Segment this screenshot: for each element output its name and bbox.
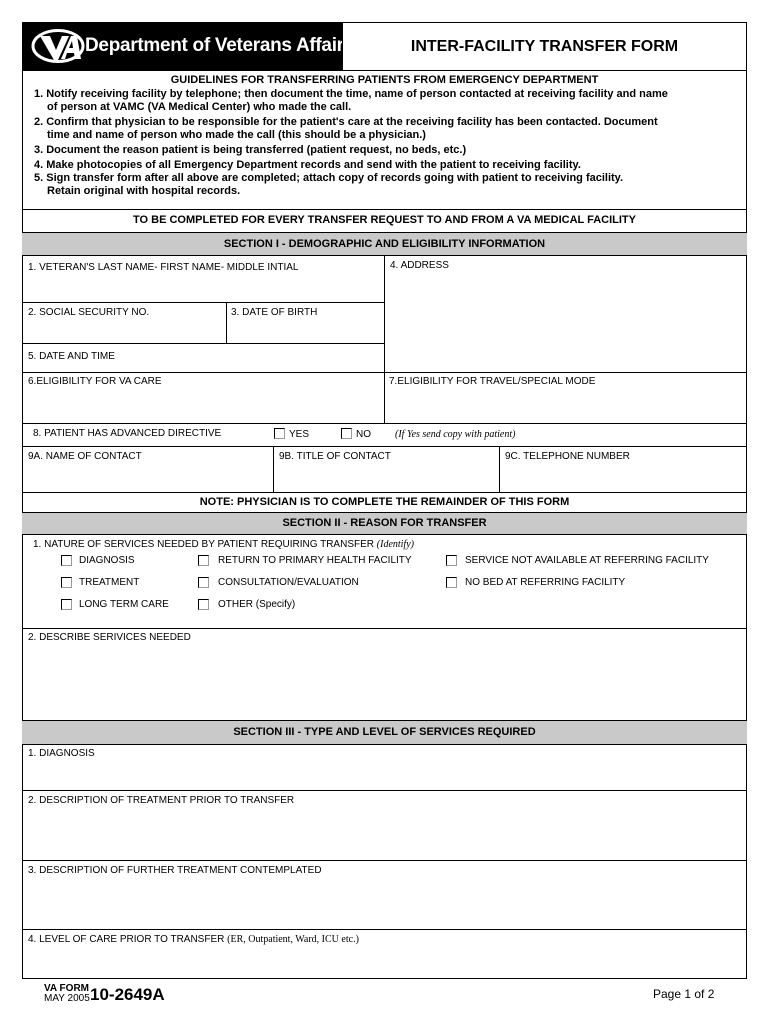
level-of-care-note: (ER, Outpatient, Ward, ICU etc.) bbox=[227, 934, 359, 945]
diagnosis-field[interactable] bbox=[23, 745, 746, 790]
va-care-eligibility-field[interactable] bbox=[23, 373, 384, 423]
date-time-label: 5. DATE AND TIME bbox=[28, 351, 115, 362]
level-of-care-question bbox=[28, 934, 359, 945]
diagnosis-label: DIAGNOSIS bbox=[79, 555, 135, 566]
transfer-banner: TO BE COMPLETED FOR EVERY TRANSFER REQUEST TO AND FROM A VA MEDICAL FACILITY bbox=[133, 214, 636, 226]
advanced-directive-no-label: NO bbox=[356, 429, 371, 440]
advanced-directive-no-checkbox[interactable] bbox=[341, 428, 352, 439]
advanced-directive-note: (If Yes send copy with patient) bbox=[395, 429, 516, 440]
guideline-line: time and name of person who made the call (this should be a physician.) bbox=[47, 129, 426, 141]
service-not-available-checkbox[interactable] bbox=[446, 555, 457, 566]
level-of-care-field[interactable] bbox=[23, 930, 746, 978]
section-3-header: SECTION III - TYPE AND LEVEL OF SERVICES REQUIRED bbox=[22, 720, 747, 745]
travel-eligibility-field[interactable] bbox=[385, 373, 746, 423]
consultation-label: CONSULTATION/EVALUATION bbox=[218, 577, 359, 588]
no-bed-checkbox[interactable] bbox=[446, 577, 457, 588]
further-treatment-field[interactable] bbox=[23, 861, 746, 929]
page-number: Page 1 of 2 bbox=[653, 987, 715, 1001]
guideline-line: 2. Confirm that physician to be responsible for the patient's care at the receiving facility has been contacted. Document bbox=[34, 116, 658, 128]
treatment-checkbox[interactable] bbox=[61, 577, 72, 588]
va-header-banner bbox=[23, 23, 355, 70]
section-1-header: SECTION I - DEMOGRAPHIC AND ELIGIBILITY INFORMATION bbox=[22, 232, 747, 256]
contact-phone-label: 9C. TELEPHONE NUMBER bbox=[505, 451, 630, 462]
divider bbox=[22, 209, 747, 210]
further-treatment-label: 3. DESCRIPTION OF FURTHER TREATMENT CONTEMPLATED bbox=[28, 865, 322, 876]
advanced-directive-yes-checkbox[interactable] bbox=[274, 428, 285, 439]
dob-field[interactable] bbox=[227, 303, 384, 343]
guidelines-title: GUIDELINES FOR TRANSFERRING PATIENTS FROM EMERGENCY DEPARTMENT bbox=[170, 74, 599, 86]
form-number: 10-2649A bbox=[90, 985, 165, 1004]
section-2-header: SECTION II - REASON FOR TRANSFER bbox=[22, 512, 747, 535]
divider bbox=[22, 70, 747, 71]
guidelines-list bbox=[34, 88, 668, 198]
level-of-care-label: 4. LEVEL OF CARE PRIOR TO TRANSFER bbox=[28, 934, 225, 945]
consultation-checkbox[interactable] bbox=[198, 577, 209, 588]
other-label: OTHER (Specify) bbox=[218, 599, 296, 610]
contact-phone-field[interactable] bbox=[500, 447, 746, 492]
describe-services-label: 2. DESCRIBE SERIVICES NEEDED bbox=[28, 632, 191, 643]
service-not-available-label: SERVICE NOT AVAILABLE AT REFERRING FACILITY bbox=[465, 555, 709, 566]
form-date: MAY 2005 bbox=[44, 993, 90, 1004]
date-time-field[interactable] bbox=[23, 344, 384, 372]
form-title: INTER-FACILITY TRANSFER FORM bbox=[410, 37, 679, 55]
other-checkbox[interactable] bbox=[198, 599, 209, 610]
address-field[interactable] bbox=[385, 257, 746, 372]
va-form-label bbox=[44, 984, 90, 1004]
va-care-eligibility-label: 6.ELIGIBILITY FOR VA CARE bbox=[28, 376, 162, 387]
long-term-care-checkbox[interactable] bbox=[61, 599, 72, 610]
long-term-care-label: LONG TERM CARE bbox=[79, 599, 169, 610]
diagnosis-field-label: 1. DIAGNOSIS bbox=[28, 748, 95, 759]
veteran-name-field[interactable] bbox=[23, 257, 384, 302]
guideline-line: 4. Make photocopies of all Emergency Department records and send with the patient to receiving facility. bbox=[34, 159, 581, 171]
diagnosis-checkbox[interactable] bbox=[61, 555, 72, 566]
agency-name: Department of Veterans Affairs bbox=[85, 35, 355, 56]
guideline-line: of person at VAMC (VA Medical Center) who made the call. bbox=[47, 101, 352, 113]
ssn-label: 2. SOCIAL SECURITY NO. bbox=[28, 307, 150, 318]
contact-title-field[interactable] bbox=[274, 447, 499, 492]
contact-name-label: 9A. NAME OF CONTACT bbox=[28, 451, 142, 462]
travel-eligibility-label: 7.ELIGIBILITY FOR TRAVEL/SPECIAL MODE bbox=[389, 376, 596, 387]
services-needed-question bbox=[33, 539, 414, 550]
treatment-label: TREATMENT bbox=[79, 577, 140, 588]
return-primary-label: RETURN TO PRIMARY HEALTH FACILITY bbox=[218, 555, 412, 566]
services-needed-note: (Identify) bbox=[376, 539, 414, 550]
return-primary-checkbox[interactable] bbox=[198, 555, 209, 566]
describe-services-field[interactable] bbox=[23, 629, 746, 720]
address-label: 4. ADDRESS bbox=[390, 260, 449, 271]
divider bbox=[22, 492, 747, 493]
guideline-line: Retain original with hospital records. bbox=[47, 185, 241, 197]
treatment-prior-label: 2. DESCRIPTION OF TREATMENT PRIOR TO TRANSFER bbox=[28, 795, 295, 806]
services-needed-label: 1. NATURE OF SERVICES NEEDED BY PATIENT REQUIRING TRANSFER bbox=[33, 539, 374, 550]
advanced-directive-yes-label: YES bbox=[289, 429, 310, 440]
treatment-prior-field[interactable] bbox=[23, 791, 746, 860]
guideline-line: 5. Sign transfer form after all above are completed; attach copy of records going with patient to receiving facility. bbox=[34, 172, 624, 184]
divider bbox=[22, 423, 747, 424]
guideline-line: 1. Notify receiving facility by telephone; then document the time, name of person contacted at receiving facility and name bbox=[34, 88, 668, 100]
dob-label: 3. DATE OF BIRTH bbox=[231, 307, 318, 318]
physician-note: NOTE: PHYSICIAN IS TO COMPLETE THE REMAINDER OF THIS FORM bbox=[199, 496, 570, 508]
va-form-text: VA FORM bbox=[44, 983, 89, 994]
no-bed-label: NO BED AT REFERRING FACILITY bbox=[465, 577, 626, 588]
veteran-name-label: 1. VETERAN'S LAST NAME- FIRST NAME- MIDDLE INTIAL bbox=[28, 262, 299, 273]
advanced-directive-label: 8. PATIENT HAS ADVANCED DIRECTIVE bbox=[33, 428, 222, 439]
guideline-line: 3. Document the reason patient is being transferred (patient request, no beds, etc.) bbox=[34, 144, 467, 156]
contact-name-field[interactable] bbox=[23, 447, 273, 492]
va-logo-icon bbox=[31, 29, 85, 63]
contact-title-label: 9B. TITLE OF CONTACT bbox=[279, 451, 391, 462]
ssn-field[interactable] bbox=[23, 303, 226, 343]
